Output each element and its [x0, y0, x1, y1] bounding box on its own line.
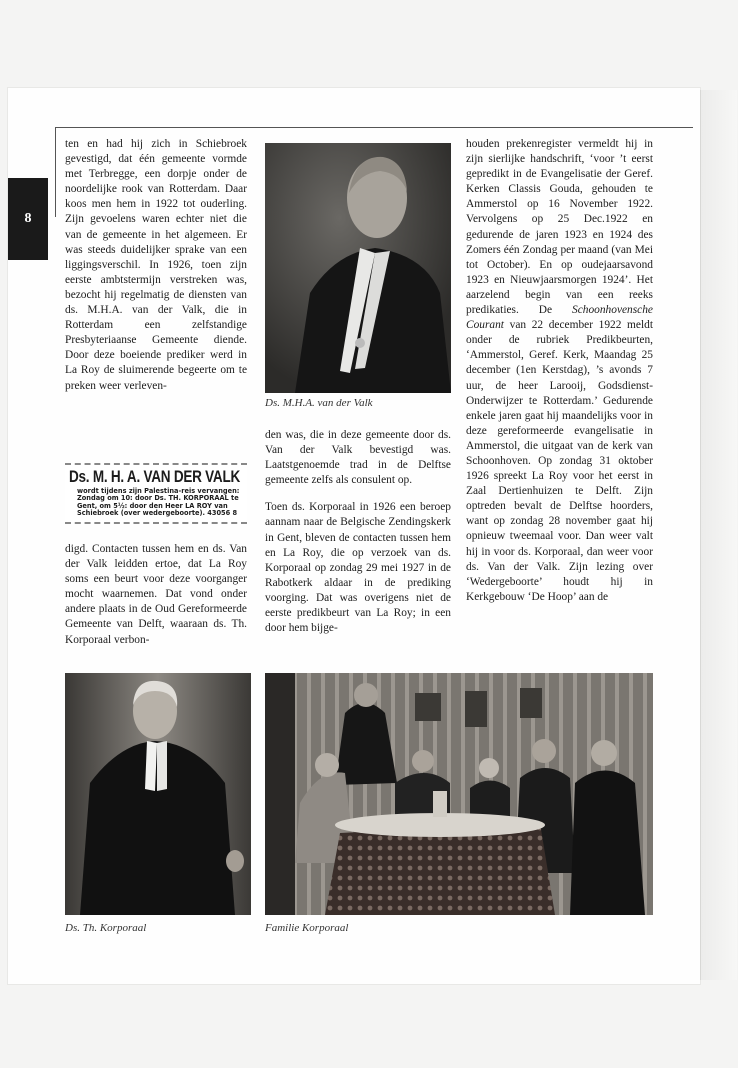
body-text: digd. Contacten tussen hem en ds. Van der Valk leidden ertoe, dat La Roy soms een beurt voor deze voorganger mocht waarnemen. Dat vond onder andere plaats in de Oud Gereformeerde Gemeente van Delft, waaraan ds. Th. Korporaal verbon- — [65, 543, 247, 646]
portrait-korporaal-image — [65, 673, 251, 915]
family-image — [265, 673, 653, 915]
clipping-headline: Ds. M. H. A. VAN DER VALK — [69, 468, 241, 486]
caption-familie: Familie Korporaal — [265, 922, 349, 934]
column-left-top — [65, 137, 247, 406]
newspaper-clipping — [65, 463, 247, 524]
caption-korporaal: Ds. Th. Korporaal — [65, 922, 147, 934]
body-text: houden prekenregister vermeldt hij in zijn sierlijke handschrift, ‘voor ’t eerst gepredikt in de Evangelisatie der Geref. Kerken Classis Gouda, gehouden te Ammerstol op 16 November 1922. Vervolgens op 25 Dec.1922 en gedurende de jaren 1923 en 1924 des Zomers één Zondag per maand (van Mei tot October). En op oudejaarsavond 1923 en Nieuwjaarsmorgen 1924’. Het aarzelend begin van een reeks predikaties. De Schoonhovensche Courant van 22 december 1922 meldt onder de rubriek Predikbeurten, ‘Ammerstol, Geref. Kerk, Maandag 25 december (1en Kerstdag), ’s avonds 7 uur, de heer Larooij, Godsdienst-Onderwijzer te Rotterdam.’ Gedurende enkele jaren gaat hij maandelijks voor in deze gereformeerde evangelisatie in Ammerstol, die uitgaat van de kerk van Schoonhoven. Op zondag 31 oktober 1926 spreekt La Roy voor het eerst in Zaal Dertienhuizen te Delft. Zijn optreden bevalt de Delftse hoorders, want op zondag 28 november gaat hij opnieuw tweemaal voor. Dan weer valt hij in voor ds. Korporaal, dan weer voor ds. Van der Valk. Zijn lezing over ‘Wedergeboorte’ houdt hij in Kerkgebouw ‘De Hoop’ aan de — [466, 138, 653, 603]
clipping-body: wordt tijdens zijn Palestina-reis vervangen: Zondag om 10: door Ds. TH. KORPORAAL te Gent, om 5½: door den Heer LA ROY van Schiebroek (over wedergeboorte). 43056 8 — [77, 487, 240, 518]
body-text: den was, die in deze gemeente door ds. Van der Valk bevestigd was. Laatstgenoemde trad in de Delftse gemeente zelfs als consulent op. — [265, 429, 451, 487]
column-right — [466, 137, 653, 617]
portrait-van-der-valk-photo — [265, 143, 451, 393]
portrait-korporaal-photo — [65, 673, 251, 915]
newspaper-name: Schoonhovensche Courant — [466, 304, 653, 332]
page-number: 8 — [8, 178, 48, 260]
column-left-bottom — [65, 542, 247, 660]
body-text: Toen ds. Korporaal in 1926 een beroep aannam naar de Belgische Zendingskerk in Gent, bleven de contacten tussen hem en La Roy, die op verzoek van ds. Korporaal op zondag 29 mei 1927 in de Rabotkerk aldaar in de prediking voorging. Dat was overigens niet de eerste predikbeurt van La Roy; in een door hem bijge- — [265, 501, 451, 635]
caption-van-der-valk: Ds. M.H.A. van der Valk — [265, 397, 373, 409]
portrait-van-der-valk-image — [265, 143, 451, 393]
body-text: ten en had hij zich in Schiebroek gevestigd, dat één gemeente vormde met Terbregge, een dorpje onder de noordelijke rook van Rotterdam. Daar koos men hem in 1922 tot ouderling. Zijn gevoelens waren echter niet die van de gemeente in het algemeen. Er was steeds duidelijker sprake van een liggingsverschil. In 1926, toen zijn eerste ambtstermijn verstreken was, bezocht hij regelmatig de diensten van ds. M.H.A. van der Valk, die in Rotterdam een zelfstandige Presbyteriaanse Gemeente diende. Door deze boeiende prediker werd in La Roy de sluimerende begeerte om te preken weer verleven- — [65, 138, 247, 392]
margin-rule — [55, 127, 56, 217]
family-photo — [265, 673, 653, 915]
header-rule — [55, 127, 693, 128]
facing-page-edge — [700, 90, 737, 980]
column-middle — [265, 428, 451, 648]
